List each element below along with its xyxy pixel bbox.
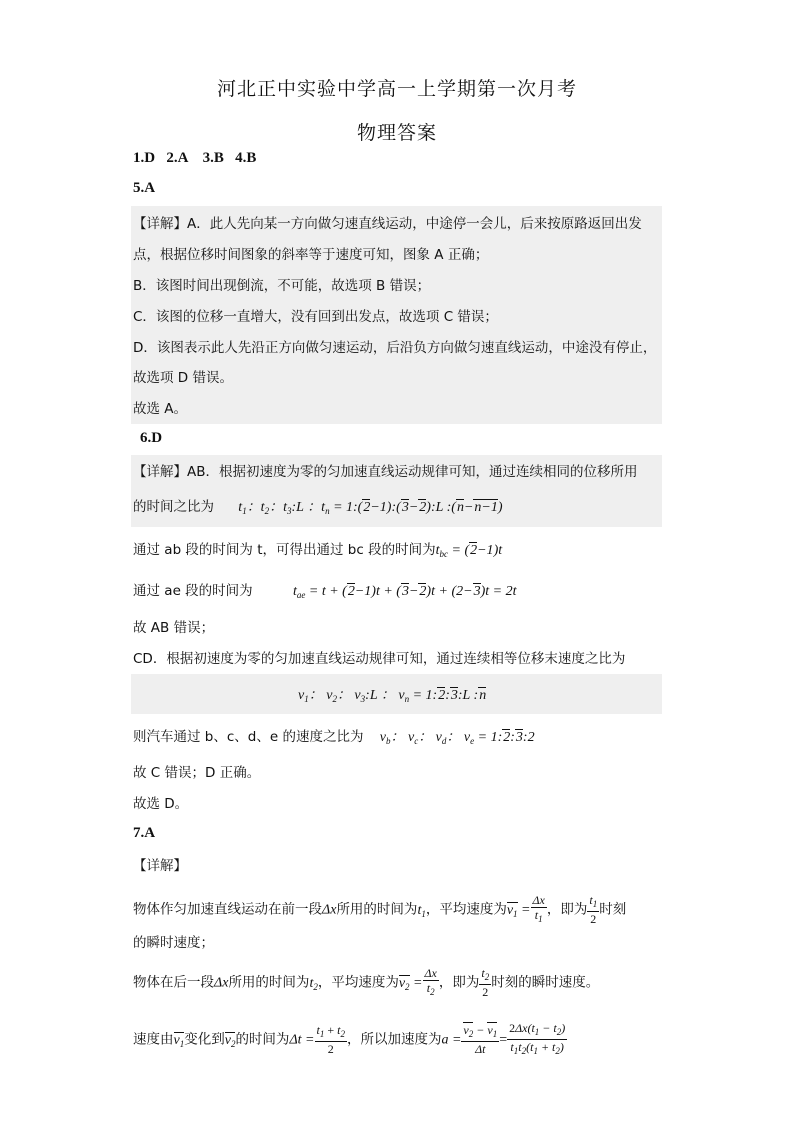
q6-line-3-text: 通过 ab 段的时间为 t，可得出通过 bc 段的时间为 bbox=[133, 542, 436, 558]
q7-line-4-text-d: ，即为 bbox=[438, 974, 480, 991]
q6-line-4 bbox=[133, 581, 516, 605]
avg-v1-fraction: $\frac{\Delta x}{t_1}$ bbox=[532, 893, 545, 924]
q6-line-10: 故选 D。 bbox=[133, 796, 189, 812]
q7-line-4-text-a: 物体在后一段 bbox=[133, 974, 214, 991]
delta-t-fraction: $\frac{t_1 + t_2}{2}$ bbox=[316, 1023, 345, 1056]
q6-line-6: CD．根据初速度为零的匀加速直线运动规律可知，通过连续相等位移末速度之比为 bbox=[133, 651, 626, 667]
q6-line-2-text: 的时间之比为 bbox=[133, 499, 214, 515]
q7-line-5: 速度由$v_1$变化到$v_2$的时间为Δt = $\frac{t_1 + t_2}{2}$ ，所以加速度为a = $\frac{v_2 - v_1}{\Delta t}$ = $\frac{2\Delta x(t_1 - t_2)}{t_1t_2(t_1 + t_2)}$ bbox=[133, 1021, 566, 1056]
time-ratio-formula: $t_1$：$t_2$：$t_3:L$ ：$t_n$ = 1:(2−1):(3−2):L :(n−n−1) bbox=[238, 500, 503, 516]
avg-v2-fraction: $\frac{\Delta x}{t_2}$ bbox=[424, 966, 437, 997]
t2-half-fraction: $\frac{t_2}{2}$ bbox=[481, 966, 490, 999]
answer-5: 5.A bbox=[133, 180, 156, 196]
q7-line-2-text-b: 所用的时间为 bbox=[336, 901, 418, 918]
q6-line-9: 故 C 错误；D 正确。 bbox=[133, 765, 261, 781]
q7-line-5-text-c: 的时间为 bbox=[235, 1031, 290, 1048]
q5-line-3: B．该图时间出现倒流，不可能，故选项 B 错误； bbox=[133, 278, 431, 294]
q7-line-2-text-c: ，平均速度为 bbox=[425, 901, 507, 918]
bcde-velocity-ratio: $v_b$： $v_c$： $v_d$： $v_e$ = 1:2:3:2 bbox=[379, 730, 535, 746]
q7-line-4: 物体在后一段Δx所用的时间为$t_2$，平均速度为$v_2$ = $\frac{\Delta x}{t_2}$ ，即为 $\frac{t_2}{2}$ 时刻的瞬时速度。 bbox=[133, 966, 600, 999]
q5-line-6: 故选项 D 错误。 bbox=[133, 370, 233, 386]
answer-7: 7.A bbox=[133, 825, 156, 841]
q7-line-2-text-e: 时刻 bbox=[599, 901, 627, 918]
q5-line-1: 【详解】A．此人先向某一方向做匀速直线运动，中途停一会儿，后来按原路返回出发 bbox=[133, 216, 642, 232]
q5-line-7: 故选 A。 bbox=[133, 401, 188, 417]
q5-line-2: 点，根据位移时间图象的斜率等于速度可知，图象 A 正确； bbox=[133, 247, 489, 263]
q6-line-5: 故 AB 错误； bbox=[133, 620, 215, 636]
q7-line-3: 的瞬时速度； bbox=[133, 935, 214, 951]
q7-line-4-text-c: ，平均速度为 bbox=[317, 974, 399, 991]
answers-1-4: 1.D 2.A 3.B 4.B bbox=[133, 150, 257, 166]
q7-line-5-text-d: ，所以加速度为 bbox=[346, 1031, 442, 1048]
q7-line-4-text-b: 所用的时间为 bbox=[228, 974, 310, 991]
q6-line-3 bbox=[133, 540, 502, 564]
q6-line-8 bbox=[133, 727, 535, 751]
q7-line-2-text-d: ，即为 bbox=[546, 901, 588, 918]
q5-line-5: D．该图表示此人先沿正方向做匀速运动，后沿负方向做匀速直线运动，中途没有停止， bbox=[133, 340, 657, 356]
answer-6: 6.D bbox=[140, 430, 163, 446]
bc-time-formula: $t_{bc} = (2-1)t$ bbox=[435, 543, 503, 559]
page-subtitle: 物理答案 bbox=[356, 122, 437, 144]
t1-half-fraction: $\frac{t_1}{2}$ bbox=[589, 893, 598, 926]
q7-line-4-text-e: 时刻的瞬时速度。 bbox=[491, 974, 600, 991]
q7-line-5-text-a: 速度由 bbox=[133, 1031, 174, 1048]
page-title: 河北正中实验中学高一上学期第一次月考 bbox=[216, 78, 577, 100]
accel-fraction-1: $\frac{v_2 - v_1}{\Delta t}$ bbox=[463, 1023, 498, 1056]
q6-line-1: 【详解】AB．根据初速度为零的匀加速直线运动规律可知，通过连续相同的位移所用 bbox=[133, 464, 638, 480]
q7-line-1: 【详解】 bbox=[133, 858, 187, 874]
q7-line-2: 物体作匀加速直线运动在前一段Δx所用的时间为$t_1$，平均速度为$v_1$ = $\frac{\Delta x}{t_1}$ ，即为 $\frac{t_1}{2}$ 时刻 bbox=[133, 893, 627, 926]
q7-line-2-text-a: 物体作匀加速直线运动在前一段 bbox=[133, 901, 322, 918]
accel-fraction-2: $\frac{2\Delta x(t_1 - t_2)}{t_1t_2(t_1 + t_2)}$ bbox=[509, 1021, 566, 1056]
velocity-ratio-formula: $v_1$： $v_2$： $v_3:L$ ： $v_n$ = 1:2:3:L :n bbox=[298, 688, 487, 704]
q7-line-5-text-b: 变化到 bbox=[184, 1031, 225, 1048]
q6-line-4-text: 通过 ae 段的时间为 bbox=[133, 583, 253, 599]
ae-time-formula: $t_{ae} = t + (2-1)t + (3-2)t + (2-3)t = 2t$ bbox=[292, 584, 517, 600]
q6-line-2 bbox=[133, 497, 503, 521]
q5-line-4: C．该图的位移一直增大，没有回到出发点，故选项 C 错误； bbox=[133, 309, 498, 325]
q6-line-8-text: 则汽车通过 b、c、d、e 的速度之比为 bbox=[133, 729, 364, 745]
